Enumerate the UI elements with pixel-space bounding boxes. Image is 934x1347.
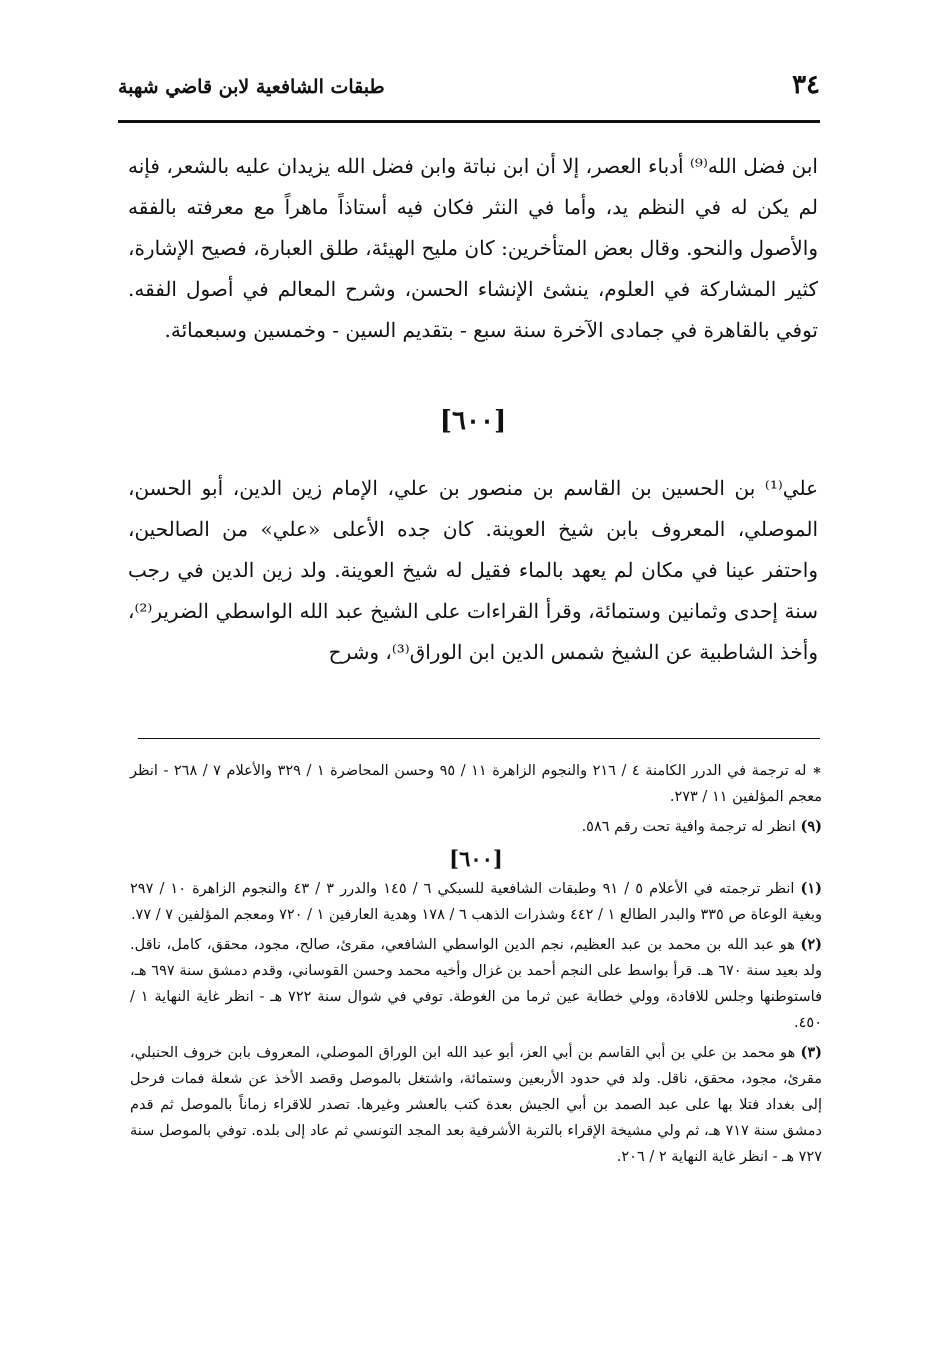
footnotes-entry-heading: [٦٠٠]	[449, 846, 503, 871]
footnote-divider	[138, 738, 820, 739]
footnote-text: هو محمد بن علي بن أبي القاسم بن أبي العز، أبو عبد الله ابن الوراق الموصلي، المعروف بابن خروف الحنبلي، مقرئ، مجود، محقق، ناقل. ولد في حدود الأربعين وستمائة، واشتغل بالموصل وقصد الأخذ عن شعلة فمات فرحل إلى بغداد فتلا بها على عبد الصمد بن أبي الجيش بعدة كتب بالعشر وغيرها. تصدر للاقراء زماناً بالموصل ثم قدم دمشق سنة ٧١٧ هـ، ثم ولي مشيخة الإقراء بالتربة الأشرفية بعد المجد التونسي ثم عاد إلى بلده. توفي بالموصل سنة ٧٢٧ هـ - انظر غاية النهاية ٢ / ٢٠٦.	[130, 1045, 822, 1165]
footnote-marker: (٢)	[800, 936, 823, 953]
body-paragraph: ابن فضل الله⁽⁹⁾ أدباء العصر، إلا أن ابن نباتة وابن فضل الله يزيدان عليه بالشعر، فإنه لم يكن له في النظم يد، وأما في النثر فكان فيه أستاذاً ماهراً مع معرفته بالفقه والأصول والنحو. وقال بعض المتأخرين: كان مليح الهيئة، طلق العبارة، فصيح الإشارة، كثير المشاركة في العلوم، ينشئ الإنشاء الحسن، وشرح المعالم في أصول الفقه. توفي بالقاهرة في جمادى الآخرة سنة سبع - بتقديم السين - وخمسين وسبعمائة.	[128, 154, 818, 342]
running-header	[118, 64, 820, 114]
footnote-text: له ترجمة في الدرر الكامنة ٤ / ٢١٦ والنجوم الزاهرة ١١ / ٩٥ وحسن المحاضرة ١ / ٣٢٩ والأعلام ٧ / ٢٦٨ - انظر معجم المؤلفين ١١ / ٢٧٣.	[130, 763, 822, 805]
footnote	[130, 758, 822, 810]
footnote-text: هو عبد الله بن محمد بن عبد العظيم، نجم الدين الواسطي الشافعي، مقرئ، صالح، مجود، محقق، كامل، ناقل. ولد بعيد سنة ٦٧٠ هـ. قرأ بواسط على النجم أحمد بن غزال وأخيه محمد وحسن القوساني، وقدم دمشق سنة ٦٩٧ هـ، فاستوطنها وجلس للافادة، وولي خطابة عين ثرما من الغوطة. توفي في شوال سنة ٧٢٢ هـ - انظر غاية النهاية ١ / ٤٥٠.	[130, 937, 823, 1031]
header-divider	[118, 120, 820, 123]
footnote-marker: (١)	[800, 880, 823, 897]
footnote-marker: (٩)	[800, 818, 822, 835]
footnote	[130, 814, 822, 840]
footnote	[130, 1040, 822, 1170]
footnote-text: انظر له ترجمة وافية تحت رقم ٥٨٦.	[581, 819, 796, 835]
footnote-marker: ∗	[811, 762, 822, 779]
entry-number-heading: [٦٠٠]	[439, 406, 507, 436]
body-paragraph: علي⁽¹⁾ بن الحسين بن القاسم بن منصور بن علي، الإمام زين الدين، أبو الحسن، الموصلي، المعروف بابن شيخ العوينة. كان جده الأعلى «علي» من الصالحين، واحتفر عينا في مكان لم يعهد بالماء فقيل له شيخ العوينة. ولد زين الدين في رجب سنة إحدى وثمانين وستمائة، وقرأ القراءات على الشيخ عبد الله الواسطي الضرير⁽²⁾، وأخذ الشاطبية عن الشيخ شمس الدين ابن الوراق⁽³⁾، وشرح	[128, 476, 818, 664]
footnote	[130, 932, 822, 1036]
page-number: ٣٤	[792, 70, 820, 100]
footnote-text: انظر ترجمته في الأعلام ٥ / ٩١ وطبقات الشافعية للسبكي ٦ / ١٤٥ والدرر ٣ / ٤٣ والنجوم الزاهرة ١٠ / ٢٩٧ وبغية الوعاة ص ٣٣٥ والبدر الطالع ١ / ٤٤٢ وشذرات الذهب ٦ / ١٧٨ وهدية العارفين ١ / ٧٢٠ ومعجم المؤلفين ٧ / ٧٧.	[130, 881, 822, 923]
footnote-marker: (٣)	[800, 1044, 823, 1061]
main-text	[128, 146, 818, 673]
running-title: طبقات الشافعية لابن قاضي شهبة	[118, 76, 385, 98]
footnotes	[130, 758, 822, 1174]
footnote	[130, 876, 822, 928]
